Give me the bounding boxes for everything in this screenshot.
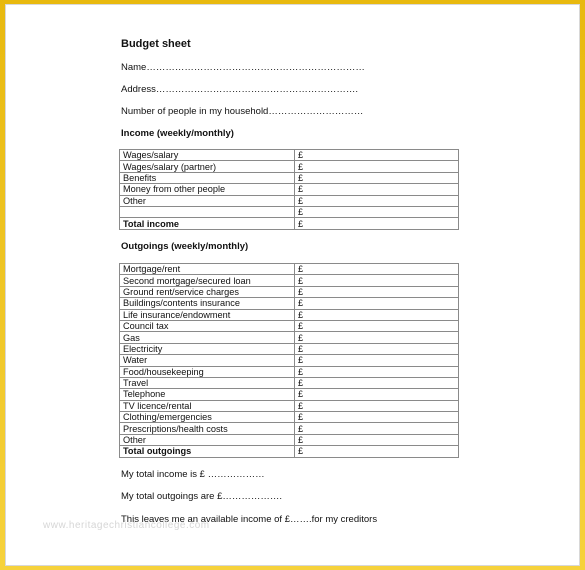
row-label: Money from other people (120, 184, 295, 195)
table-row (120, 355, 459, 366)
table-row (120, 434, 459, 445)
total-income-summary: My total income is £ ……………… (121, 469, 265, 480)
amount-cell[interactable]: £ (295, 355, 459, 366)
amount-cell[interactable]: £ (295, 400, 459, 411)
row-label: Wages/salary (120, 150, 295, 161)
amount-cell[interactable]: £ (295, 195, 459, 206)
row-label: Other (120, 434, 295, 445)
name-field-line: Name…………………………………………………………… (121, 62, 365, 73)
table-row (120, 286, 459, 297)
row-label: Food/housekeeping (120, 366, 295, 377)
amount-cell[interactable]: £ (295, 298, 459, 309)
row-label: Total income (120, 218, 295, 229)
amount-cell[interactable]: £ (295, 275, 459, 286)
address-field-line: Address………………………………………………………. (121, 84, 358, 95)
amount-cell[interactable]: £ (295, 366, 459, 377)
income-table (119, 149, 459, 230)
row-label: Gas (120, 332, 295, 343)
available-income-summary: This leaves me an available income of £…….for my creditors (121, 514, 378, 525)
row-label: Telephone (120, 389, 295, 400)
amount-cell[interactable]: £ (295, 309, 459, 320)
table-row (120, 400, 459, 411)
outgoings-table (119, 263, 459, 458)
income-heading: Income (weekly/monthly) (121, 128, 234, 139)
amount-cell[interactable]: £ (295, 206, 459, 217)
row-label: Wages/salary (partner) (120, 161, 295, 172)
amount-cell[interactable]: £ (295, 332, 459, 343)
watermark: www.heritagechristiancollege.com (43, 520, 210, 531)
table-row (120, 320, 459, 331)
row-label: Mortgage/rent (120, 264, 295, 275)
table-row (120, 218, 459, 229)
amount-cell[interactable]: £ (295, 343, 459, 354)
amount-cell[interactable]: £ (295, 172, 459, 183)
row-label: Other (120, 195, 295, 206)
page-title: Budget sheet (121, 38, 191, 50)
row-label: TV licence/rental (120, 400, 295, 411)
row-label: Travel (120, 377, 295, 388)
document-page (5, 4, 580, 566)
amount-cell[interactable]: £ (295, 184, 459, 195)
amount-cell[interactable]: £ (295, 434, 459, 445)
table-row (120, 389, 459, 400)
table-row (120, 412, 459, 423)
table-row (120, 446, 459, 457)
row-label: Ground rent/service charges (120, 286, 295, 297)
row-label: Water (120, 355, 295, 366)
row-label: Second mortgage/secured loan (120, 275, 295, 286)
row-label: Buildings/contents insurance (120, 298, 295, 309)
amount-cell[interactable]: £ (295, 218, 459, 229)
amount-cell[interactable]: £ (295, 412, 459, 423)
row-label (120, 206, 295, 217)
household-field-line: Number of people in my household………………………… (121, 106, 364, 117)
table-row (120, 195, 459, 206)
amount-cell[interactable]: £ (295, 150, 459, 161)
row-label: Prescriptions/health costs (120, 423, 295, 434)
outgoings-heading: Outgoings (weekly/monthly) (121, 241, 249, 252)
amount-cell[interactable]: £ (295, 377, 459, 388)
table-row (120, 264, 459, 275)
total-outgoings-summary: My total outgoings are £………………. (121, 491, 283, 502)
row-label: Electricity (120, 343, 295, 354)
table-row (120, 343, 459, 354)
amount-cell[interactable]: £ (295, 389, 459, 400)
amount-cell[interactable]: £ (295, 264, 459, 275)
table-row (120, 172, 459, 183)
row-label: Council tax (120, 320, 295, 331)
table-row (120, 332, 459, 343)
row-label: Clothing/emergencies (120, 412, 295, 423)
table-row (120, 150, 459, 161)
table-row (120, 275, 459, 286)
row-label: Total outgoings (120, 446, 295, 457)
table-row (120, 366, 459, 377)
amount-cell[interactable]: £ (295, 446, 459, 457)
table-row (120, 161, 459, 172)
table-row (120, 206, 459, 217)
amount-cell[interactable]: £ (295, 320, 459, 331)
row-label: Life insurance/endowment (120, 309, 295, 320)
table-row (120, 298, 459, 309)
table-row (120, 184, 459, 195)
row-label: Benefits (120, 172, 295, 183)
amount-cell[interactable]: £ (295, 423, 459, 434)
amount-cell[interactable]: £ (295, 161, 459, 172)
amount-cell[interactable]: £ (295, 286, 459, 297)
table-row (120, 377, 459, 388)
table-row (120, 423, 459, 434)
table-row (120, 309, 459, 320)
